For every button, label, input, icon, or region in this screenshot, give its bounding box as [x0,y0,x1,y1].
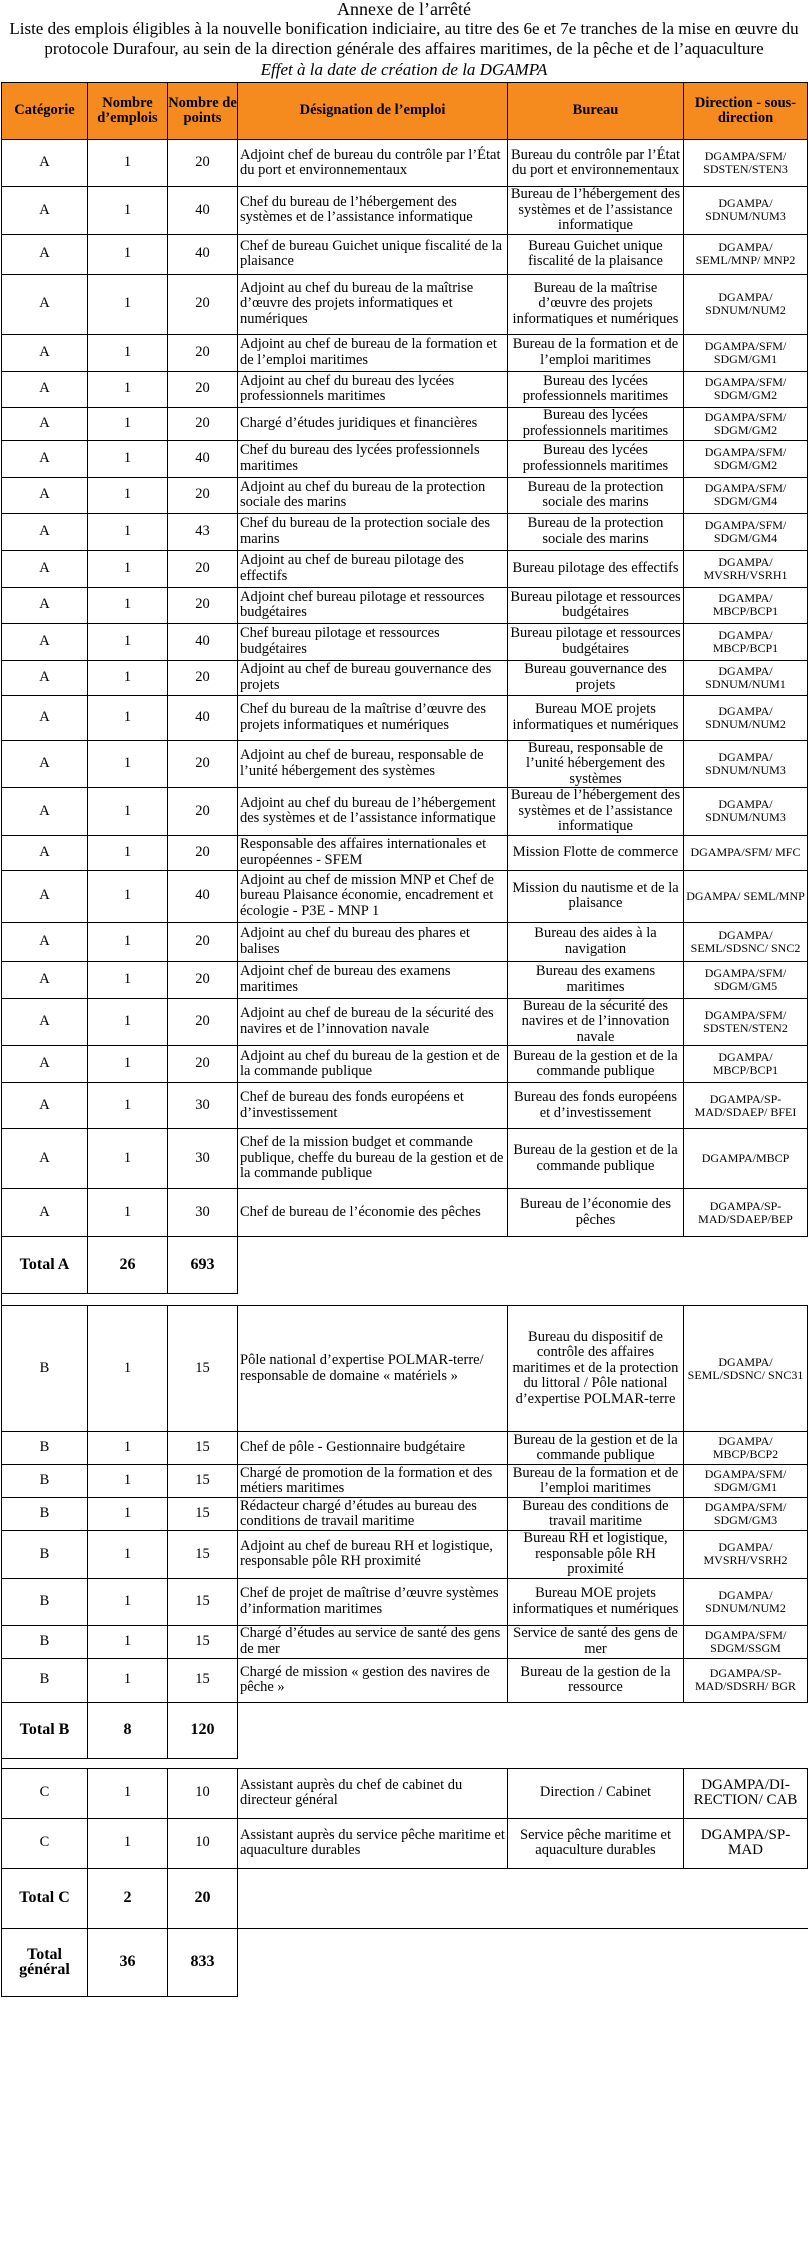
cell-nombre-points: 10 [168,1768,238,1818]
table-row [2,1306,808,1432]
cell-nombre-emplois: 1 [88,870,168,922]
cell-nombre-points: 15 [168,1498,238,1531]
cell-designation: Chef de projet de maîtrise d’œuvre systèmes d’information maritimes [238,1578,508,1625]
cell-designation: Adjoint au chef de bureau de la sécurité des navires et de l’innovation navale [238,998,508,1046]
total-row-c [2,1868,808,1928]
cell-nombre-points: 40 [168,623,238,660]
table-row [2,1578,808,1625]
cell-categorie: A [2,187,88,235]
cell-nombre-points: 20 [168,788,238,836]
cell-nombre-emplois: 1 [88,922,168,961]
cell-categorie: A [2,140,88,187]
cell-nombre-points: 15 [168,1465,238,1498]
total-nombre-emplois: 8 [88,1702,168,1758]
cell-designation: Adjoint au chef du bureau des phares et balises [238,922,508,961]
cell-nombre-points: 30 [168,1083,238,1129]
cell-direction: DGAMPA/SFM/ SDGM/GM5 [684,961,808,998]
cell-nombre-emplois: 1 [88,1189,168,1237]
table-row [2,187,808,235]
cell-bureau: Bureau, responsable de l’unité hébergement des systèmes [508,740,684,788]
cell-nombre-points: 20 [168,922,238,961]
cell-direction: DGAMPA/SFM/ SDGM/SSGM [684,1625,808,1658]
table-row [2,788,808,836]
cell-designation: Chef de bureau Guichet unique fiscalité de la plaisance [238,234,508,274]
cell-bureau: Mission Flotte de commerce [508,835,684,870]
table-row [2,1432,808,1465]
cell-nombre-emplois: 1 [88,998,168,1046]
cell-categorie: A [2,1129,88,1189]
cell-nombre-emplois: 1 [88,1531,168,1579]
cell-nombre-emplois: 1 [88,740,168,788]
total-nombre-points: 120 [168,1702,238,1758]
cell-nombre-emplois: 1 [88,1465,168,1498]
table-row [2,1046,808,1083]
cell-direction: DGAMPA/SP-MAD [684,1818,808,1868]
total-label: Total B [2,1702,88,1758]
total-blank [238,1868,808,1928]
total-blank [238,1237,808,1294]
cell-direction: DGAMPA/SFM/ SDSTEN/STEN2 [684,998,808,1046]
cell-categorie: A [2,660,88,695]
table-row [2,835,808,870]
cell-designation: Adjoint chef de bureau du contrôle par l’État du port et environnementaux [238,140,508,187]
table-row [2,740,808,788]
cell-categorie: B [2,1465,88,1498]
cell-nombre-points: 20 [168,740,238,788]
cell-nombre-points: 40 [168,234,238,274]
cell-categorie: A [2,623,88,660]
cell-categorie: A [2,1046,88,1083]
cell-categorie: A [2,870,88,922]
cell-nombre-points: 20 [168,835,238,870]
cell-nombre-points: 20 [168,660,238,695]
cell-nombre-points: 40 [168,870,238,922]
cell-bureau: Bureau de l’hébergement des systèmes et de l’assistance informatique [508,788,684,836]
cell-categorie: A [2,440,88,477]
cell-direction: DGAMPA/SFM/ SDGM/GM2 [684,440,808,477]
cell-designation: Chef de bureau de l’économie des pêches [238,1189,508,1237]
cell-bureau: Bureau gouvernance des projets [508,660,684,695]
table-row [2,140,808,187]
cell-designation: Chef de bureau des fonds européens et d’investissement [238,1083,508,1129]
cell-bureau: Bureau des conditions de travail maritime [508,1498,684,1531]
cell-direction: DGAMPA/ SDNUM/NUM2 [684,274,808,334]
table-row [2,695,808,740]
total-nombre-emplois: 2 [88,1868,168,1928]
cell-direction: DGAMPA/DI-RECTION/ CAB [684,1768,808,1818]
cell-nombre-emplois: 1 [88,187,168,235]
total-label: Total C [2,1868,88,1928]
cell-nombre-emplois: 1 [88,274,168,334]
cell-designation: Adjoint au chef du bureau de l’hébergement des systèmes et de l’assistance informatique [238,788,508,836]
cell-categorie: B [2,1531,88,1579]
table-row [2,274,808,334]
effective-date-note: Effet à la date de création de la DGAMPA [260,60,548,79]
cell-direction: DGAMPA/SFM/ SDGM/GM2 [684,371,808,407]
cell-nombre-emplois: 1 [88,1818,168,1868]
total-label: Total A [2,1237,88,1294]
cell-direction: DGAMPA/ SDNUM/NUM3 [684,740,808,788]
cell-direction: DGAMPA/SP-MAD/SDAEP/ BFEI [684,1083,808,1129]
cell-nombre-points: 30 [168,1189,238,1237]
cell-designation: Chef du bureau de l’hébergement des systèmes et de l’assistance informatique [238,187,508,235]
cell-categorie: A [2,961,88,998]
cell-categorie: A [2,998,88,1046]
cell-bureau: Bureau de la sécurité des navires et de l’innovation navale [508,998,684,1046]
cell-bureau: Bureau des aides à la navigation [508,922,684,961]
cell-bureau: Bureau de la protection sociale des marins [508,513,684,550]
cell-designation: Adjoint au chef de bureau pilotage des effectifs [238,550,508,587]
total-label: Total général [2,1928,88,1996]
cell-designation: Chef de pôle - Gestionnaire budgétaire [238,1432,508,1465]
cell-designation: Chargé d’études juridiques et financières [238,407,508,440]
cell-bureau: Bureau des fonds européens et d’investissement [508,1083,684,1129]
cell-categorie: A [2,1083,88,1129]
cell-nombre-points: 30 [168,1129,238,1189]
cell-categorie: A [2,550,88,587]
table-row [2,1531,808,1579]
section-gap [2,1758,808,1768]
cell-nombre-emplois: 1 [88,334,168,371]
cell-designation: Chef de la mission budget et commande publique, cheffe du bureau de la gestion et de la commande publique [238,1129,508,1189]
table-row [2,998,808,1046]
cell-categorie: A [2,922,88,961]
cell-designation: Adjoint au chef du bureau de la gestion et de la commande publique [238,1046,508,1083]
col-header-nombre-points: Nombre de points [168,83,238,140]
cell-direction: DGAMPA/SFM/ SDGM/GM3 [684,1498,808,1531]
table-row [2,1625,808,1658]
cell-bureau: Bureau de l’économie des pêches [508,1189,684,1237]
cell-nombre-points: 40 [168,695,238,740]
cell-direction: DGAMPA/ SEML/SDSNC/ SNC2 [684,922,808,961]
cell-categorie: A [2,788,88,836]
cell-categorie: B [2,1498,88,1531]
cell-designation: Adjoint au chef de bureau RH et logistique, responsable pôle RH proximité [238,1531,508,1579]
cell-nombre-emplois: 1 [88,1083,168,1129]
section-gap-cell [2,1294,808,1306]
col-header-bureau: Bureau [508,83,684,140]
cell-bureau: Bureau RH et logistique, responsable pôle RH proximité [508,1531,684,1579]
cell-bureau: Bureau des lycées professionnels maritimes [508,407,684,440]
cell-nombre-points: 20 [168,550,238,587]
cell-direction: DGAMPA/ MBCP/BCP2 [684,1432,808,1465]
cell-designation: Assistant auprès du chef de cabinet du directeur général [238,1768,508,1818]
cell-nombre-emplois: 1 [88,477,168,513]
table-row [2,371,808,407]
cell-nombre-points: 15 [168,1531,238,1579]
cell-bureau: Bureau de la formation et de l’emploi maritimes [508,334,684,371]
document-subtitle: Liste des emplois éligibles à la nouvelle bonification indiciaire, au titre des 6e et 7e tranches de la mise en œuvre du protocole Durafour, au sein de la direction générale des affaires maritimes, de la pêche et de l’aquaculture [9,19,799,58]
cell-categorie: B [2,1306,88,1432]
table-row [2,1189,808,1237]
cell-direction: DGAMPA/ SDNUM/NUM1 [684,660,808,695]
cell-bureau: Bureau de la gestion et de la commande publique [508,1432,684,1465]
table-row [2,1818,808,1868]
cell-categorie: A [2,740,88,788]
cell-nombre-emplois: 1 [88,371,168,407]
cell-nombre-points: 20 [168,371,238,407]
cell-direction: DGAMPA/MBCP [684,1129,808,1189]
cell-designation: Chargé de mission « gestion des navires de pêche » [238,1658,508,1702]
cell-designation: Chargé d’études au service de santé des gens de mer [238,1625,508,1658]
cell-categorie: A [2,513,88,550]
cell-designation: Adjoint au chef de bureau gouvernance des projets [238,660,508,695]
table-row [2,1768,808,1818]
cell-designation: Chef du bureau de la protection sociale des marins [238,513,508,550]
cell-designation: Rédacteur chargé d’études au bureau des conditions de travail maritime [238,1498,508,1531]
jobs-table [1,82,808,1997]
cell-nombre-points: 43 [168,513,238,550]
cell-nombre-emplois: 1 [88,1432,168,1465]
cell-nombre-points: 20 [168,274,238,334]
cell-direction: DGAMPA/ MBCP/BCP1 [684,1046,808,1083]
cell-nombre-emplois: 1 [88,961,168,998]
cell-bureau: Bureau pilotage des effectifs [508,550,684,587]
cell-nombre-emplois: 1 [88,140,168,187]
cell-designation: Responsable des affaires internationales et européennes - SFEM [238,835,508,870]
cell-designation: Adjoint au chef du bureau des lycées professionnels maritimes [238,371,508,407]
cell-nombre-emplois: 1 [88,835,168,870]
cell-nombre-emplois: 1 [88,234,168,274]
section-gap [2,1294,808,1306]
table-row [2,922,808,961]
cell-bureau: Service de santé des gens de mer [508,1625,684,1658]
cell-bureau: Bureau de la maîtrise d’œuvre des projets informatiques et numériques [508,274,684,334]
cell-bureau: Bureau du contrôle par l’État du port et environnementaux [508,140,684,187]
table-row [2,623,808,660]
cell-nombre-emplois: 1 [88,513,168,550]
cell-nombre-emplois: 1 [88,440,168,477]
cell-designation: Adjoint au chef de bureau de la formation et de l’emploi maritimes [238,334,508,371]
cell-nombre-emplois: 1 [88,1046,168,1083]
cell-nombre-points: 20 [168,998,238,1046]
cell-direction: DGAMPA/SFM/ SDSTEN/STEN3 [684,140,808,187]
cell-categorie: A [2,407,88,440]
cell-categorie: A [2,1189,88,1237]
cell-bureau: Bureau de la formation et de l’emploi maritimes [508,1465,684,1498]
total-nombre-points: 20 [168,1868,238,1928]
table-row [2,440,808,477]
cell-designation: Chef du bureau des lycées professionnels maritimes [238,440,508,477]
col-header-designation: Désignation de l’emploi [238,83,508,140]
cell-nombre-points: 10 [168,1818,238,1868]
cell-designation: Adjoint chef de bureau des examens maritimes [238,961,508,998]
cell-bureau: Bureau de la protection sociale des marins [508,477,684,513]
cell-direction: DGAMPA/ MBCP/BCP1 [684,623,808,660]
table-row [2,550,808,587]
cell-direction: DGAMPA/ SEML/MNP/ MNP2 [684,234,808,274]
total-blank [238,1702,808,1758]
col-header-nombre-emplois: Nombre d’emplois [88,83,168,140]
cell-nombre-points: 15 [168,1432,238,1465]
total-blank [238,1928,808,1996]
cell-categorie: C [2,1818,88,1868]
cell-nombre-points: 40 [168,440,238,477]
table-row [2,870,808,922]
cell-categorie: A [2,274,88,334]
section-gap-cell [2,1758,808,1768]
cell-nombre-emplois: 1 [88,1498,168,1531]
cell-categorie: A [2,371,88,407]
table-row [2,660,808,695]
total-nombre-points: 833 [168,1928,238,1996]
cell-bureau: Bureau de l’hébergement des systèmes et de l’assistance informatique [508,187,684,235]
cell-direction: DGAMPA/SFM/ MFC [684,835,808,870]
table-row [2,513,808,550]
cell-nombre-points: 15 [168,1658,238,1702]
cell-nombre-emplois: 1 [88,1625,168,1658]
cell-direction: DGAMPA/ SDNUM/NUM2 [684,1578,808,1625]
document-title: Annexe de l’arrêté [337,0,471,19]
table-row [2,407,808,440]
table-row [2,1129,808,1189]
table-row [2,1083,808,1129]
table-row [2,1498,808,1531]
table-row [2,234,808,274]
cell-categorie: A [2,835,88,870]
cell-direction: DGAMPA/SFM/ SDGM/GM1 [684,334,808,371]
cell-nombre-points: 15 [168,1578,238,1625]
cell-designation: Adjoint au chef du bureau de la protection sociale des marins [238,477,508,513]
cell-categorie: A [2,477,88,513]
total-row-g [2,1928,808,1996]
cell-direction: DGAMPA/ SDNUM/NUM2 [684,695,808,740]
cell-nombre-emplois: 1 [88,1768,168,1818]
total-row-a [2,1237,808,1294]
total-nombre-emplois: 36 [88,1928,168,1996]
cell-designation: Pôle national d’expertise POLMAR-terre/ responsable de domaine « matériels » [238,1306,508,1432]
cell-direction: DGAMPA/SFM/ SDGM/GM4 [684,477,808,513]
cell-direction: DGAMPA/SFM/ SDGM/GM1 [684,1465,808,1498]
cell-designation: Adjoint au chef de mission MNP et Chef de bureau Plaisance économie, encadrement et écologie - P3E - MNP 1 [238,870,508,922]
cell-categorie: A [2,695,88,740]
cell-designation: Adjoint chef bureau pilotage et ressources budgétaires [238,587,508,623]
col-header-direction: Direction - sous-direction [684,83,808,140]
cell-categorie: B [2,1658,88,1702]
cell-nombre-points: 40 [168,187,238,235]
total-nombre-emplois: 26 [88,1237,168,1294]
cell-designation: Assistant auprès du service pêche maritime et aquaculture durables [238,1818,508,1868]
cell-nombre-emplois: 1 [88,1658,168,1702]
cell-bureau: Bureau MOE projets informatiques et numériques [508,1578,684,1625]
cell-designation: Chef bureau pilotage et ressources budgétaires [238,623,508,660]
cell-direction: DGAMPA/SFM/ SDGM/GM4 [684,513,808,550]
cell-categorie: C [2,1768,88,1818]
cell-categorie: B [2,1432,88,1465]
cell-bureau: Bureau des examens maritimes [508,961,684,998]
table-row [2,587,808,623]
cell-direction: DGAMPA/ SDNUM/NUM3 [684,187,808,235]
cell-bureau: Bureau MOE projets informatiques et numériques [508,695,684,740]
cell-nombre-points: 20 [168,334,238,371]
table-header-row [2,83,808,140]
table-row [2,961,808,998]
cell-categorie: A [2,334,88,371]
cell-bureau: Bureau des lycées professionnels maritimes [508,440,684,477]
cell-direction: DGAMPA/SFM/ SDGM/GM2 [684,407,808,440]
cell-categorie: A [2,234,88,274]
cell-nombre-points: 20 [168,477,238,513]
cell-nombre-emplois: 1 [88,1129,168,1189]
table-row [2,1465,808,1498]
cell-bureau: Bureau Guichet unique fiscalité de la plaisance [508,234,684,274]
cell-categorie: B [2,1625,88,1658]
cell-bureau: Bureau du dispositif de contrôle des affaires maritimes et de la protection du littoral / Pôle national d’expertise POLMAR-terre [508,1306,684,1432]
total-row-b [2,1702,808,1758]
cell-bureau: Bureau de la gestion et de la commande publique [508,1129,684,1189]
cell-designation: Chargé de promotion de la formation et des métiers maritimes [238,1465,508,1498]
cell-nombre-emplois: 1 [88,587,168,623]
cell-designation: Chef du bureau de la maîtrise d’œuvre des projets informatiques et numériques [238,695,508,740]
cell-bureau: Bureau des lycées professionnels maritimes [508,371,684,407]
cell-bureau: Bureau pilotage et ressources budgétaires [508,623,684,660]
cell-nombre-points: 15 [168,1306,238,1432]
cell-nombre-emplois: 1 [88,623,168,660]
table-row [2,477,808,513]
cell-nombre-emplois: 1 [88,1578,168,1625]
cell-nombre-emplois: 1 [88,788,168,836]
cell-nombre-points: 20 [168,140,238,187]
cell-nombre-emplois: 1 [88,695,168,740]
cell-bureau: Direction / Cabinet [508,1768,684,1818]
cell-nombre-points: 20 [168,407,238,440]
cell-bureau: Bureau pilotage et ressources budgétaires [508,587,684,623]
cell-direction: DGAMPA/ MVSRH/VSRH2 [684,1531,808,1579]
cell-direction: DGAMPA/ SDNUM/NUM3 [684,788,808,836]
cell-direction: DGAMPA/ SEML/MNP [684,870,808,922]
cell-designation: Adjoint au chef de bureau, responsable de l’unité hébergement des systèmes [238,740,508,788]
cell-nombre-points: 20 [168,961,238,998]
cell-nombre-emplois: 1 [88,407,168,440]
cell-nombre-emplois: 1 [88,550,168,587]
cell-direction: DGAMPA/SP-MAD/SDSRH/ BGR [684,1658,808,1702]
cell-nombre-points: 15 [168,1625,238,1658]
table-row [2,1658,808,1702]
cell-categorie: B [2,1578,88,1625]
cell-bureau: Bureau de la gestion de la ressource [508,1658,684,1702]
cell-designation: Adjoint au chef du bureau de la maîtrise d’œuvre des projets informatiques et numériques [238,274,508,334]
cell-direction: DGAMPA/SP-MAD/SDAEP/BEP [684,1189,808,1237]
table-row [2,334,808,371]
table-body [2,140,808,1997]
document-header [1,0,807,80]
cell-categorie: A [2,587,88,623]
cell-nombre-points: 20 [168,587,238,623]
cell-direction: DGAMPA/ MBCP/BCP1 [684,587,808,623]
cell-bureau: Service pêche maritime et aquaculture durables [508,1818,684,1868]
cell-bureau: Mission du nautisme et de la plaisance [508,870,684,922]
cell-nombre-points: 20 [168,1046,238,1083]
cell-nombre-emplois: 1 [88,660,168,695]
total-nombre-points: 693 [168,1237,238,1294]
col-header-categorie: Catégorie [2,83,88,140]
cell-direction: DGAMPA/ SEML/SDSNC/ SNC31 [684,1306,808,1432]
cell-nombre-emplois: 1 [88,1306,168,1432]
cell-direction: DGAMPA/ MVSRH/VSRH1 [684,550,808,587]
cell-bureau: Bureau de la gestion et de la commande publique [508,1046,684,1083]
